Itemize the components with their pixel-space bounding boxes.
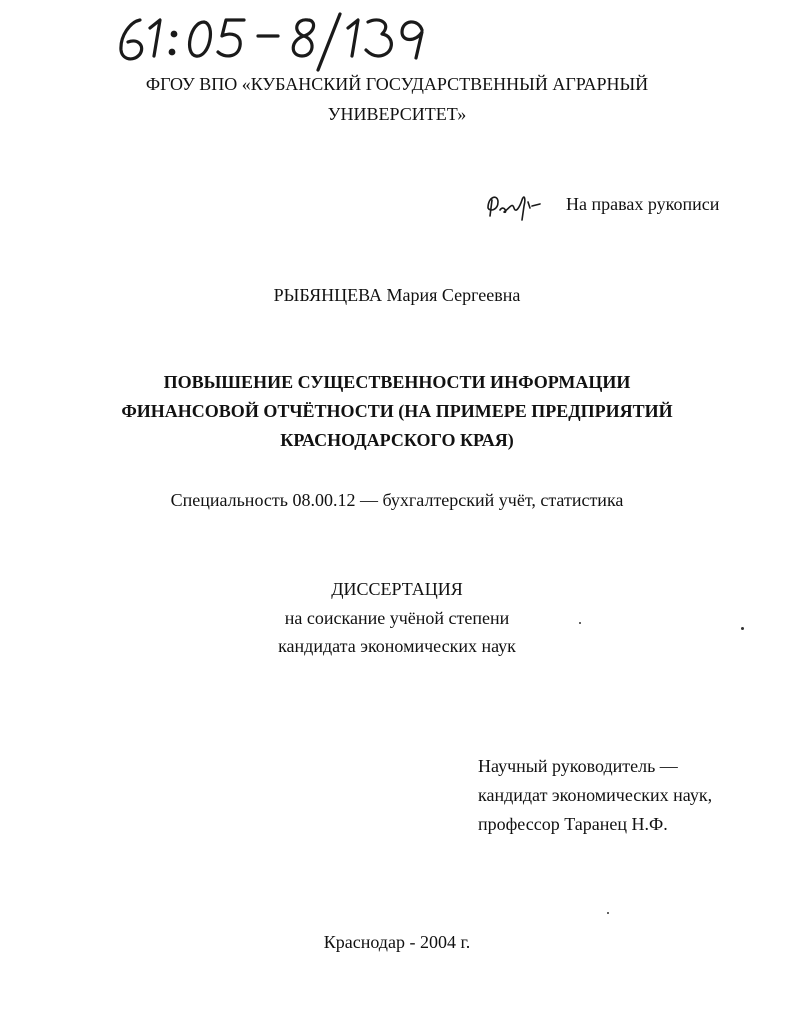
title-line-1: ПОВЫШЕНИЕ СУЩЕСТВЕННОСТИ ИНФОРМАЦИИ — [163, 372, 631, 392]
scan-speck — [607, 912, 609, 914]
title-line-3: КРАСНОДАРСКОГО КРАЯ) — [280, 430, 514, 450]
place-year: Краснодар - 2004 г. — [323, 932, 471, 952]
scan-speck — [579, 622, 581, 624]
title-line-2: ФИНАНСОВОЙ ОТЧЁТНОСТИ (НА ПРИМЕРЕ ПРЕДПРИЯТИЙ — [121, 401, 673, 421]
scan-speck — [741, 627, 744, 630]
dissertation-heading: ДИССЕРТАЦИЯ — [331, 579, 463, 599]
supervisor-line-1: Научный руководитель — — [478, 756, 678, 776]
author-name: РЫБЯНЦЕВА Мария Сергеевна — [273, 285, 521, 305]
handwritten-signature — [484, 186, 546, 226]
degree-line-1: на соискание учёной степени — [284, 608, 510, 628]
organization-line-1: ФГОУ ВПО «КУБАНСКИЙ ГОСУДАРСТВЕННЫЙ АГРАРНЫЙ — [145, 74, 649, 94]
manuscript-note: На правах рукописи — [566, 194, 720, 214]
handwritten-catalog-number — [112, 6, 442, 76]
degree-line-2: кандидата экономических наук — [278, 636, 516, 656]
organization-line-2: УНИВЕРСИТЕТ» — [327, 104, 467, 124]
supervisor-line-3: профессор Таранец Н.Ф. — [478, 814, 668, 834]
supervisor-line-2: кандидат экономических наук, — [478, 785, 713, 805]
specialty: Специальность 08.00.12 — бухгалтерский учёт, статистика — [170, 490, 624, 510]
